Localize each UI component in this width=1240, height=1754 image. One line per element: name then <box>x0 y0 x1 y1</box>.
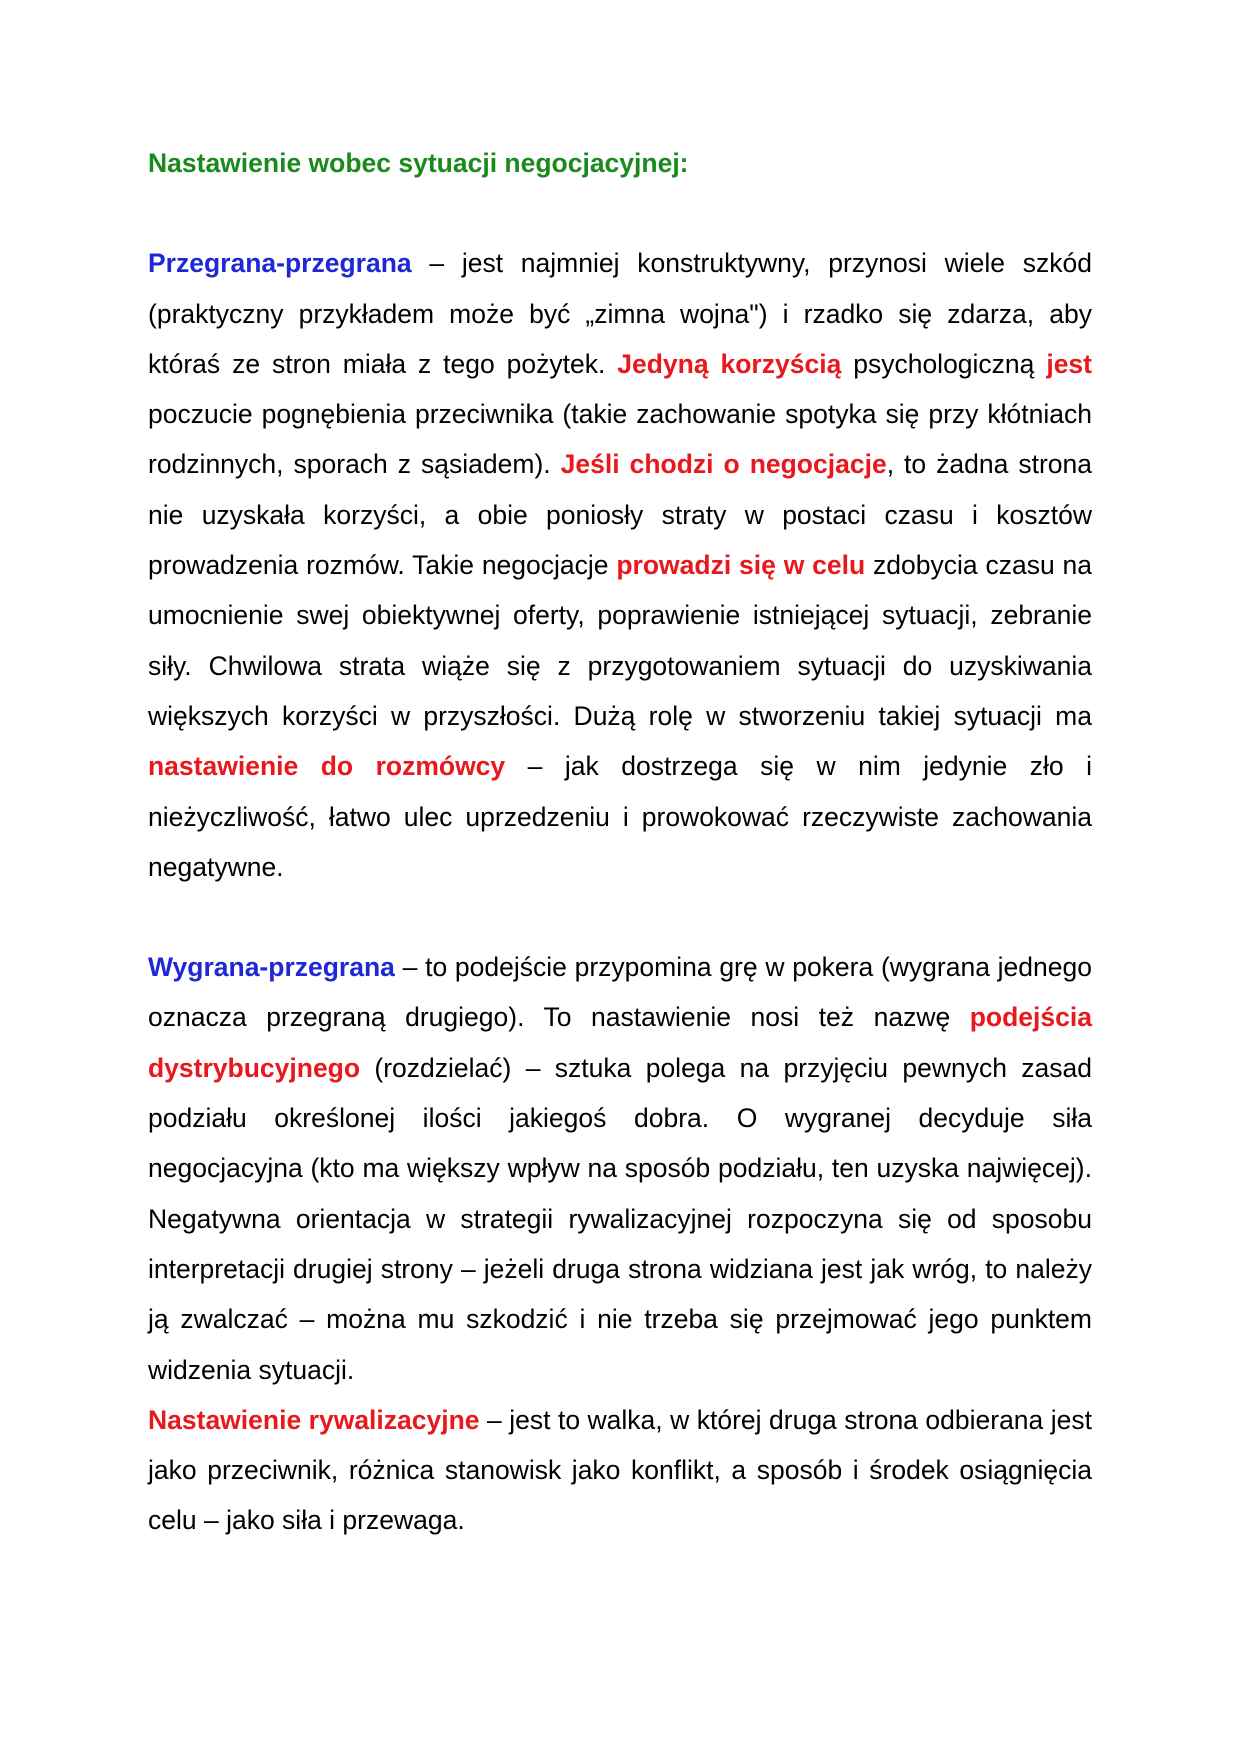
text-run: – jest najmniej konstruktywny, przynosi wiele szkód (praktyczny przykładem może być „zimna wojna") i rzadko się zdarza, aby któraś ze stron miała z tego pożytek. <box>148 248 1092 379</box>
text-run: zdobycia czasu na umocnienie swej obiektywnej oferty, poprawienie istniejącej sytuacji, zebranie siły. Chwilowa strata wiąże się z przygotowaniem sytuacji do uzyskiwania większych korzyści w przyszłości. Dużą rolę w stworzeniu takiej sytuacji ma <box>148 550 1093 731</box>
text-run: – to podejście przypomina grę w pokera (wygrana jednego oznacza przegraną drugiego). To nastawienie nosi też nazwę <box>148 952 1092 1033</box>
term-lose-lose: Przegrana-przegrana <box>148 248 412 279</box>
paragraph-competitive <box>148 1395 1092 1546</box>
text-run: poczucie pognębienia przeciwnika (takie zachowanie spotyka się przy kłótniach rodzinnych, sporach z sąsiadem). <box>148 399 1092 480</box>
highlight-run: jest <box>1046 348 1092 379</box>
text-run: (rozdzielać) – sztuka polega na przyjęciu pewnych zasad podziału określonej ilości jakiegoś dobra. O wygranej decyduje siła negocjacyjna (kto ma większy wpływ na sposób podziału, ten uzyska najwięcej). Negatywna orientacja w strategii rywalizacyjnej rozpoczyna się od sposobu interpretacji drugiej strony – jeżeli druga strona widziana jest jak wróg, to należy ją zwalczać – można mu szkodzić i nie trzeba się przejmować jego punktem widzenia sytuacji. <box>148 1052 1092 1385</box>
term-win-lose: Wygrana-przegrana <box>148 952 395 983</box>
highlight-run: Jedyną korzyścią <box>617 348 842 379</box>
highlight-run: Jeśli chodzi o negocjacje <box>560 449 887 480</box>
section-heading: Nastawienie wobec sytuacji negocjacyjnej: <box>148 148 689 178</box>
text-run: – jak dostrzega się w nim jedynie zło i nieżyczliwość, łatwo ulec uprzedzeniu i prowokować rzeczywiste zachowania negatywne. <box>148 751 1092 882</box>
highlight-run: Nastawienie rywalizacyjne <box>148 1404 480 1435</box>
highlight-run: podejścia dystrybucyjnego <box>148 1002 1092 1083</box>
text-run: , to żadna strona nie uzyskała korzyści, a obie poniosły straty w postaci czasu i kosztów prowadzenia rozmów. Takie negocjacje <box>148 449 1093 581</box>
text-run: – jest to walka, w której druga strona odbierana jest jako przeciwnik, różnica stanowisk jako konflikt, a sposób i środek osiągnięcia celu – jako siła i przewaga. <box>148 1404 1092 1536</box>
paragraph-lose-lose <box>148 238 1092 892</box>
highlight-run: prowadzi się w celu <box>616 550 866 581</box>
paragraph-win-lose <box>148 942 1092 1395</box>
text-run: psychologiczną <box>841 348 1047 379</box>
document-page <box>148 138 1092 1546</box>
highlight-run: nastawienie do rozmówcy <box>148 751 506 782</box>
